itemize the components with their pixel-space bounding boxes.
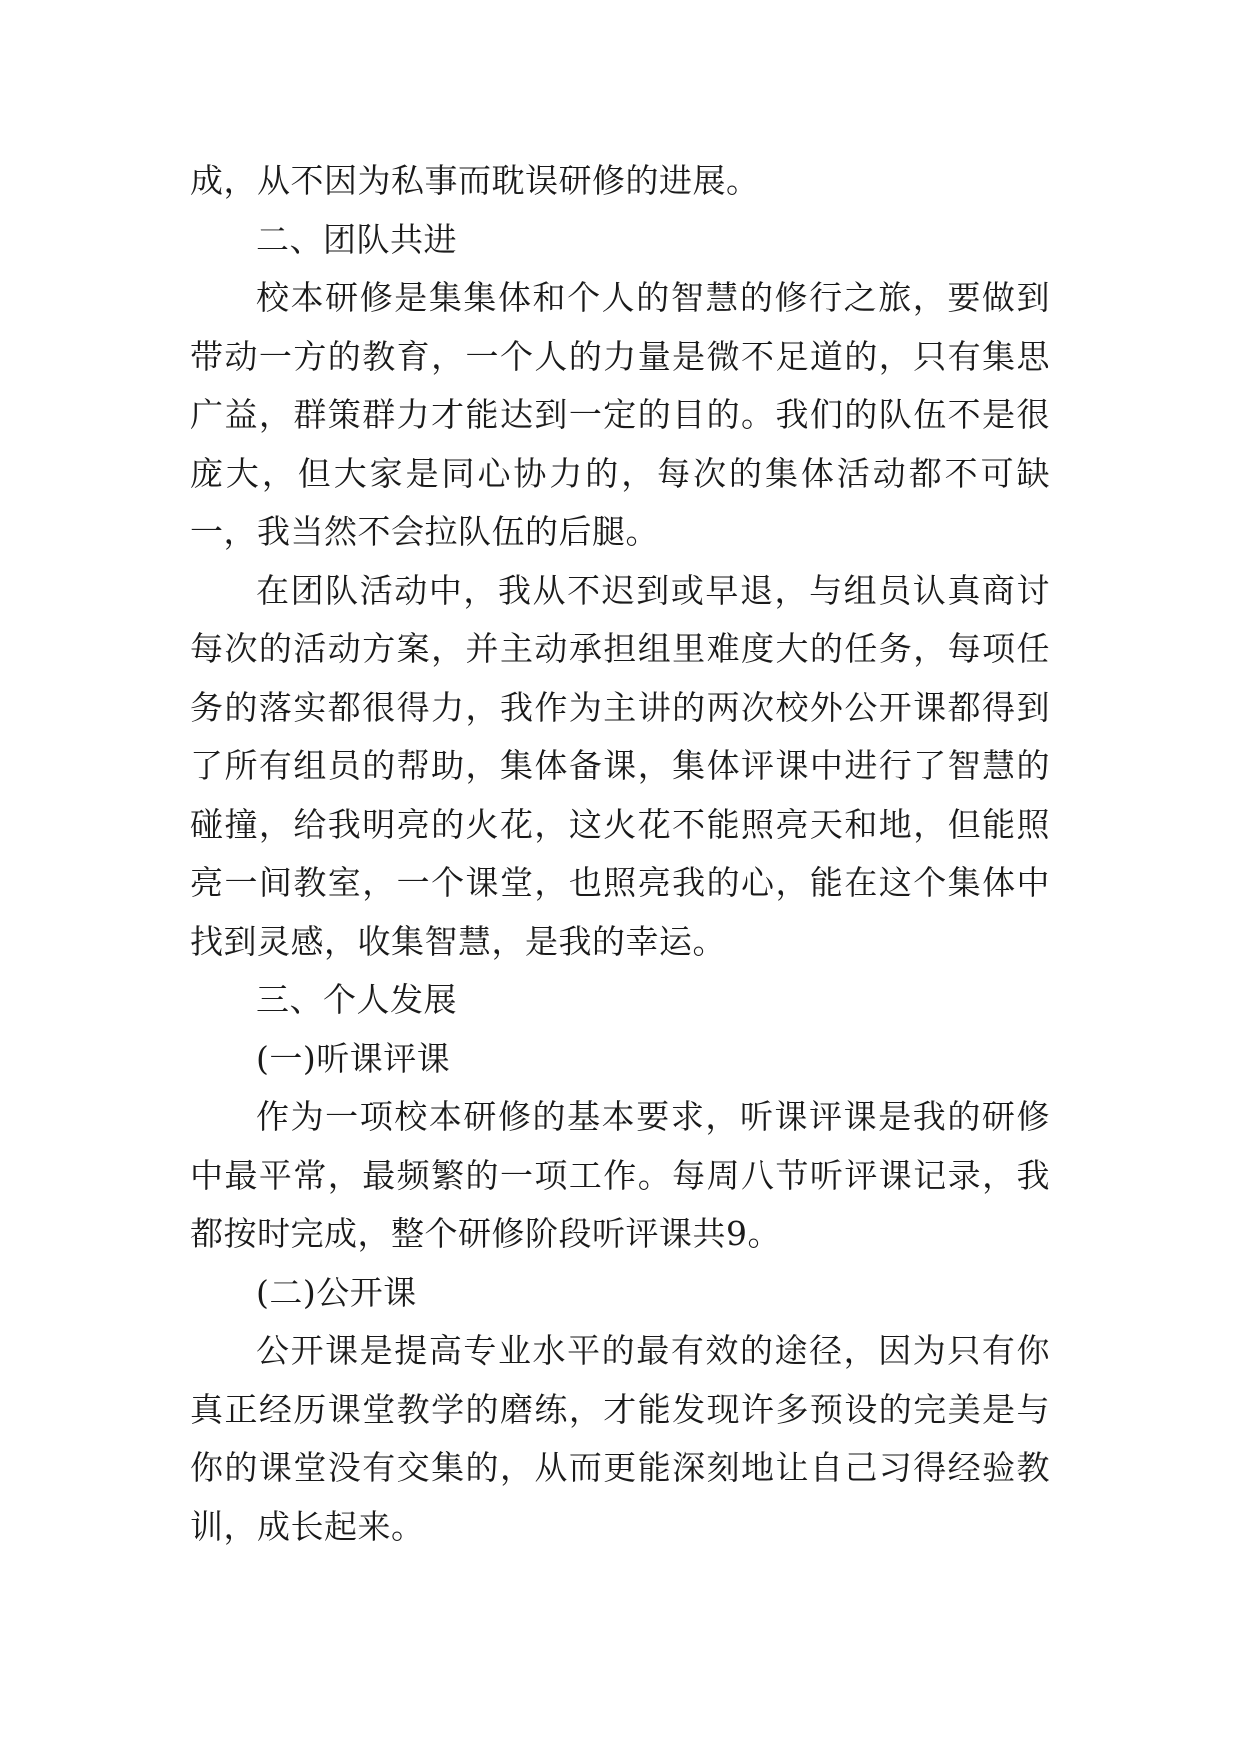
paragraph-open-class: 公开课是提高专业水平的最有效的途径，因为只有你真正经历课堂教学的磨练，才能发现许多预设的完美是与你的课堂没有交集的，从而更能深刻地让自己习得经验教训，成长起来。 xyxy=(190,1331,1050,1546)
paragraph-team-activities: 在团队活动中，我从不迟到或早退，与组员认真商讨每次的活动方案，并主动承担组里难度大的任务，每项任务的落实都很得力，我作为主讲的两次校外公开课都得到了所有组员的帮助，集体备课，集体评课中进行了智慧的碰撞，给我明亮的火花，这火花不能照亮天和地，但能照亮一间教室，一个课堂，也照亮我的心，能在这个集体中找到灵感，收集智慧，是我的幸运。 xyxy=(190,570,1050,961)
paragraph-continuation: 成，从不因为私事而耽误研修的进展。 xyxy=(190,161,760,200)
document-body xyxy=(190,152,1050,1556)
paragraph-team-intro: 校本研修是集集体和个人的智慧的修行之旅，要做到带动一方的教育，一个人的力量是微不足道的，只有集思广益，群策群力才能达到一定的目的。我们的队伍不是很庞大，但大家是同心协力的，每次的集体活动都不可缺一，我当然不会拉队伍的后腿。 xyxy=(190,278,1050,551)
paragraph-lesson-observation: 作为一项校本研修的基本要求，听课评课是我的研修中最平常，最频繁的一项工作。每周八节听评课记录，我都按时完成，整个研修阶段听评课共9。 xyxy=(190,1097,1050,1253)
subheading-lesson-observation: (一)听课评课 xyxy=(256,1038,451,1078)
section-heading-personal: 三、个人发展 xyxy=(256,980,457,1019)
section-heading-team: 二、团队共进 xyxy=(256,219,457,259)
subheading-open-class: (二)公开课 xyxy=(256,1272,417,1312)
